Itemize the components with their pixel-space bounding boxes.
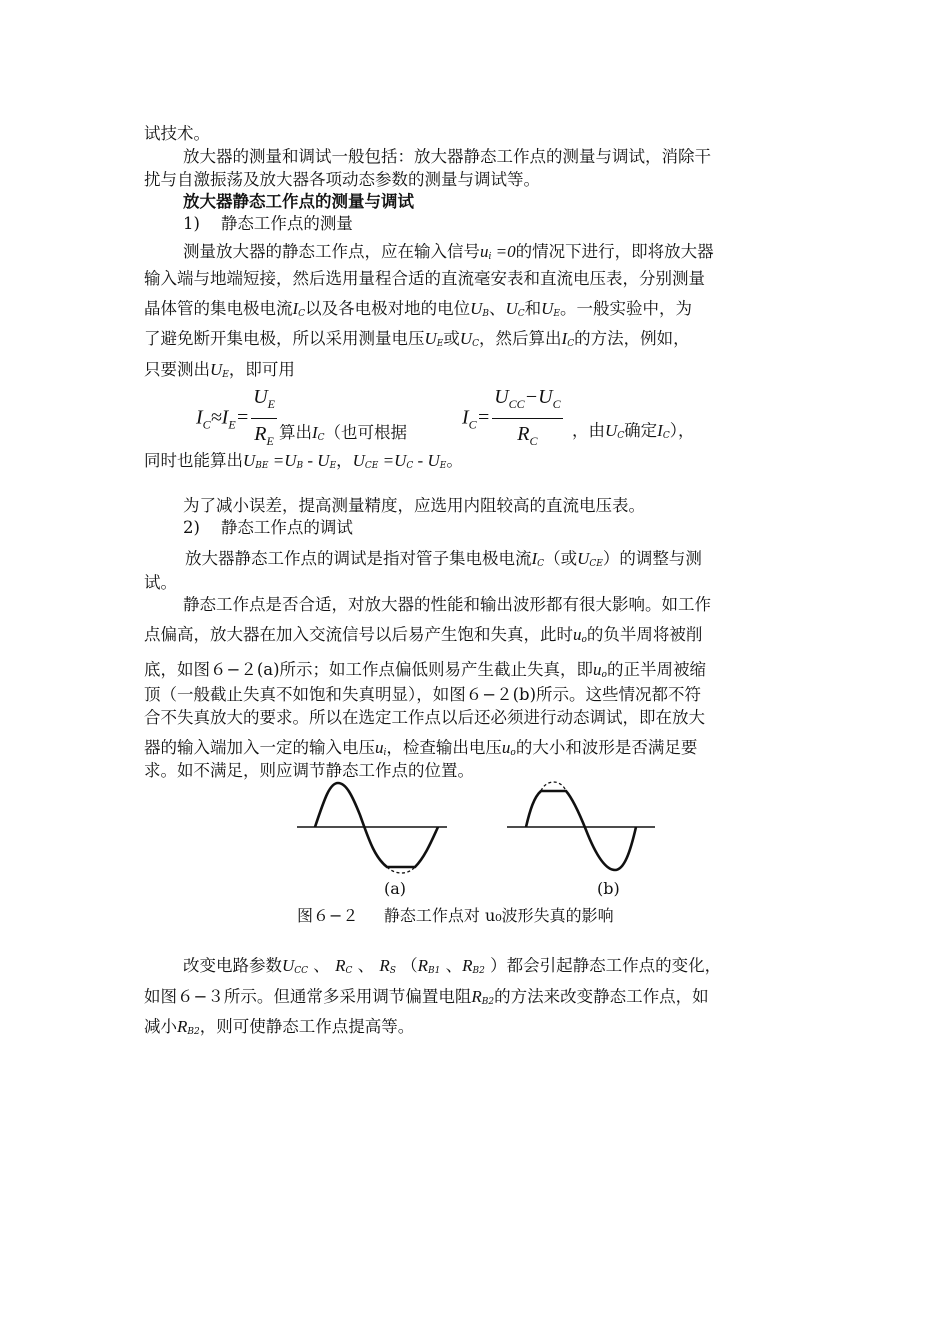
text-line (185, 548, 810, 575)
math-subscript: E (439, 461, 447, 471)
math-symbol: u (501, 738, 511, 757)
section-heading (144, 191, 810, 213)
text: ，然后算出 (479, 329, 562, 348)
math-symbol: U (577, 549, 590, 568)
text: 了避免断开集电极，所以采用测量电压 (144, 329, 425, 348)
text: 的情况下进行，即将放大器 (515, 242, 714, 261)
text: 输入端与地端短接，然后选用量程合适的直流毫安表和直流电压表，分别测量 (144, 269, 705, 288)
math-subscript: C (529, 434, 538, 448)
subsection-number: 2) (183, 518, 200, 537)
math-symbol: U (424, 329, 437, 348)
text: 、 (352, 956, 380, 975)
math-subscript: C (472, 339, 480, 349)
math-subscript: i (488, 252, 492, 262)
text-line (144, 495, 810, 517)
formula-tail (572, 420, 694, 447)
math-symbol: U (494, 386, 509, 408)
math-symbol: R (417, 956, 429, 975)
math-symbol: R (335, 956, 346, 975)
text-line (144, 1016, 810, 1043)
math-symbol: U (210, 360, 223, 379)
math-symbol: I (462, 406, 469, 429)
text: 的方法，例如， (574, 329, 690, 348)
heading-text: 放大器静态工作点的测量与调试 (183, 192, 414, 211)
cutoff-wave (526, 791, 636, 870)
math-subscript: C (552, 397, 561, 411)
math-symbol: u (480, 242, 489, 261)
figure-caption (297, 903, 614, 926)
math-symbol: I (196, 406, 203, 429)
math-symbol: U (538, 386, 553, 408)
caption-text: 静态工作点对 u₀波形失真的影响 (383, 906, 614, 925)
math-symbol: R (517, 423, 530, 445)
math-operator: - (413, 451, 428, 470)
math-symbol: U (605, 421, 618, 440)
text: 求。如不满足，则应调节静态工作点的位置。 (144, 761, 474, 780)
text: 减小 (144, 1017, 177, 1036)
text: 的负半周将被削 (586, 625, 703, 644)
text: 、 (440, 956, 463, 975)
text: 顶（一般截止失真不如饱和失真明显），如图６−２(b)所示。这些情况都不符 (144, 685, 702, 704)
math-symbol: U (541, 299, 554, 318)
math-symbol: U (317, 451, 330, 470)
text: ，检查输出电压 (386, 738, 502, 757)
math-subscript: C (406, 461, 414, 471)
math-operator: − (524, 386, 539, 408)
math-subscript: E (228, 417, 236, 432)
math-subscript: B (296, 461, 304, 471)
math-subscript: E (329, 461, 337, 471)
text: ， (336, 451, 353, 470)
text-line (144, 594, 810, 616)
text: ）的调整与测 (602, 549, 702, 568)
text-line (144, 707, 810, 729)
text: 器的输入端加入一定的输入电压 (144, 738, 375, 757)
text: 。 (446, 451, 463, 470)
math-symbol: I (221, 406, 229, 429)
text-line (144, 450, 810, 477)
math-subscript: B2 (481, 997, 495, 1007)
math-subscript: B2 (472, 966, 485, 976)
math-subscript: C (345, 966, 353, 976)
math-subscript: B1 (428, 966, 441, 976)
math-subscript: CC (294, 966, 309, 976)
text: 同时也能算出 (144, 451, 243, 470)
math-symbol: I (292, 299, 299, 318)
text-line (144, 268, 810, 290)
math-text: =0 (491, 242, 516, 261)
text: 点偏高，放大器在加入交流信号以后易产生饱和失真，此时 (144, 625, 573, 644)
text: 合不失真放大的要求。所以在选定工作点以后还必须进行动态调试，即在放大 (144, 708, 705, 727)
text: 放大器的测量和调试一般包括：放大器静态工作点的测量与调试，消除干 (183, 147, 711, 166)
math-symbol: I (657, 421, 663, 440)
math-subscript: C (517, 309, 525, 319)
math-subscript: CC (508, 397, 525, 411)
text: 如图６−３所示。但通常多采用调节偏置电阻 (144, 987, 472, 1006)
text: 底，如图６−２(a)所示；如工作点偏低则易产生截止失真，即 (144, 660, 594, 679)
math-symbol: R (471, 987, 482, 1006)
text: 算出 (278, 422, 312, 442)
text: 以及各电极对地的电位 (305, 299, 471, 318)
math-symbol: U (253, 386, 268, 408)
caption-number: 图６−２ (297, 906, 359, 925)
subsection-title: 静态工作点的测量 (220, 214, 353, 233)
text-line (144, 624, 810, 651)
math-subscript: E (222, 370, 229, 380)
text: 和 (524, 299, 542, 318)
clipped-peak-dashed (541, 782, 566, 791)
text: 试。 (144, 573, 177, 592)
text-line (144, 328, 810, 355)
text: 的正半周被缩 (606, 660, 706, 679)
text: 改变电路参数 (183, 956, 282, 975)
text: 、 (488, 299, 506, 318)
math-operator: = (476, 406, 491, 429)
math-symbol: U (243, 451, 256, 470)
math-subscript: C (662, 431, 670, 441)
text: 测量放大器的静态工作点，应在输入信号 (183, 242, 480, 261)
math-subscript: S (389, 966, 396, 976)
text: 的大小和波形是否满足要 (515, 738, 698, 757)
subsection-title: 静态工作点的调试 (220, 518, 353, 537)
text: 放大器静态工作点的调试是指对管子集电极电流 (185, 549, 532, 568)
math-symbol: I (311, 422, 318, 442)
math-symbol: U (427, 451, 440, 470)
text: 扰与自激振荡及放大器各项动态参数的测量与调试等。 (144, 170, 540, 189)
text: ，则可使静态工作点提高等。 (199, 1017, 415, 1036)
math-subscript: o (510, 748, 516, 758)
math-subscript: E (267, 397, 275, 411)
math-symbol: U (394, 451, 407, 470)
math-subscript: C (317, 432, 325, 443)
text: 晶体管的集电极电流 (144, 299, 293, 318)
text: 、 (308, 956, 336, 975)
math-subscript: i (383, 748, 387, 758)
text-line (144, 241, 810, 268)
text-line (144, 146, 810, 168)
fraction (492, 384, 562, 454)
math-subscript: CE (364, 461, 379, 471)
text-line (144, 298, 810, 325)
math-symbol: u (375, 738, 384, 757)
text: ，由 (572, 421, 605, 440)
math-symbol: I (531, 549, 538, 568)
math-symbol: U (352, 451, 365, 470)
math-symbol: u (573, 625, 582, 644)
math-symbol: U (470, 299, 483, 318)
math-symbol: U (282, 956, 295, 975)
figure-label-b: (b) (597, 879, 620, 898)
math-subscript: BE (255, 461, 269, 471)
text: （也可根据 (324, 422, 408, 442)
text: 为了减小误差，提高测量精度，应选用内阻较高的直流电压表。 (183, 496, 645, 515)
text-line (144, 123, 810, 145)
formula-line (196, 384, 407, 454)
text: （ (395, 956, 418, 975)
math-subscript: E (553, 309, 560, 319)
text: 或 (443, 329, 460, 348)
math-symbol: U (284, 451, 297, 470)
text: 静态工作点是否合适，对放大器的性能和输出波形都有很大影响。如工作 (183, 595, 711, 614)
math-symbol: R (177, 1017, 188, 1036)
text: ）都会引起静态工作点的变化， (484, 956, 722, 975)
math-subscript: o (601, 670, 607, 680)
text: 只要测出 (144, 360, 210, 379)
math-symbol: u (593, 660, 602, 679)
text-line (144, 986, 810, 1013)
text: 。一般实验中，为 (560, 299, 692, 318)
math-operator: ≈ (210, 406, 222, 429)
math-operator: = (235, 406, 250, 429)
subsection-heading (183, 517, 810, 539)
text-line (144, 659, 810, 686)
text-line (144, 572, 810, 594)
text-line (144, 359, 810, 386)
math-subscript: CE (589, 559, 603, 569)
subsection-number: 1) (183, 214, 200, 233)
math-symbol: U (459, 329, 473, 348)
text: （或 (544, 549, 578, 568)
text: ，即可用 (228, 360, 295, 379)
math-subscript: C (468, 417, 477, 432)
math-subscript: C (298, 309, 306, 319)
math-subscript: B (482, 309, 489, 319)
math-symbol: I (561, 329, 568, 348)
math-operator: = (268, 451, 285, 470)
text: 确定 (624, 421, 658, 440)
text: 的方法来改变静态工作点，如 (494, 987, 709, 1006)
fraction (251, 384, 277, 454)
waveform-figure (290, 775, 670, 885)
text: 试技术。 (144, 124, 210, 143)
math-symbol: U (505, 299, 518, 318)
math-operator: = (378, 451, 395, 470)
math-symbol: R (462, 956, 473, 975)
text: ）， (669, 421, 695, 440)
text-line (144, 169, 810, 191)
math-symbol: R (379, 956, 390, 975)
math-subscript: C (617, 431, 625, 441)
saturated-wave (315, 783, 438, 867)
math-subscript: E (436, 339, 444, 349)
formula-line-2 (462, 384, 565, 454)
math-subscript: C (202, 417, 211, 432)
math-subscript: C (537, 559, 545, 569)
math-subscript: C (567, 339, 575, 349)
math-subscript: E (266, 434, 274, 448)
text-line (144, 955, 810, 982)
math-subscript: o (581, 635, 587, 645)
figure-label-a: (a) (384, 879, 407, 898)
subsection-heading (183, 213, 810, 235)
text-line (144, 684, 810, 706)
math-operator: - (303, 451, 318, 470)
math-subscript: B2 (187, 1027, 200, 1037)
math-symbol: R (254, 423, 267, 445)
